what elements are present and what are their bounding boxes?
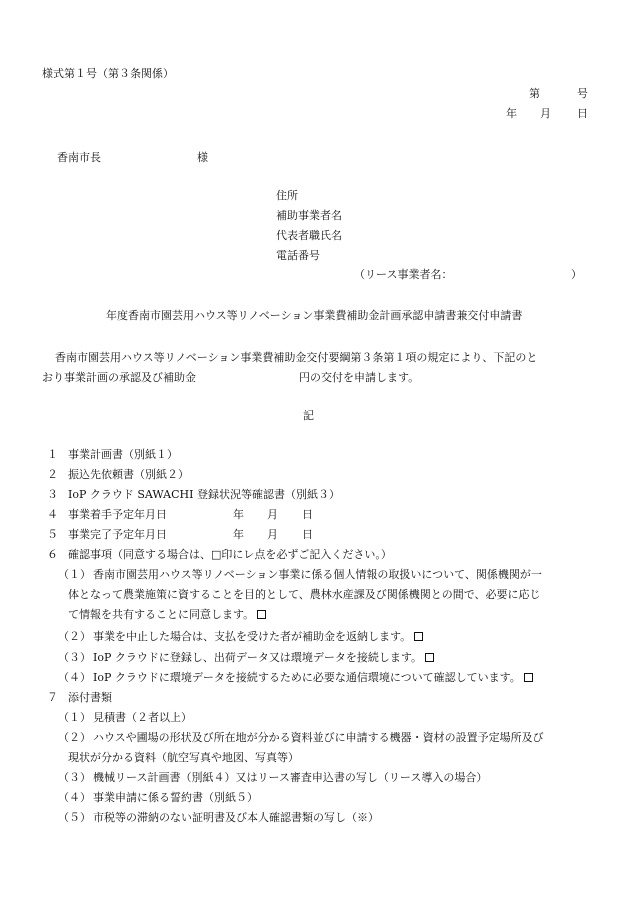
confirm-1-line-3: て情報を共有することに同意します。 bbox=[68, 607, 266, 622]
confirm-4-checkbox[interactable] bbox=[524, 673, 533, 682]
doc-date-year: 年 bbox=[506, 107, 517, 120]
item-2-text: 振込先依頼書（別紙２） bbox=[68, 468, 189, 481]
item-5-day: 日 bbox=[302, 528, 313, 541]
addressee-honorific: 様 bbox=[197, 151, 208, 164]
form-label: 様式第１号（第３条関係） bbox=[42, 67, 174, 80]
attach-5-line: 市税等の滞納のない証明書及び本人確認書類の写し（※） bbox=[93, 811, 379, 824]
item-3-num: ３ bbox=[47, 488, 58, 501]
ki-heading: 記 bbox=[303, 409, 314, 422]
confirm-1-line-2: 体となって農業施策に資することを目的として、農林水産課及び関係機関との間で、必要に応じ bbox=[68, 588, 541, 601]
attach-3-num: （３） bbox=[58, 771, 91, 784]
business-name-label: 補助事業者名 bbox=[276, 209, 342, 222]
item-5-text: 事業完了予定年月日 bbox=[68, 528, 167, 541]
item-1-num: １ bbox=[47, 448, 58, 461]
lease-close: ） bbox=[571, 268, 582, 281]
confirm-3-line: IoP クラウドに登録し、出荷データ又は環境データを接続します。 bbox=[93, 650, 434, 665]
confirm-1-line-1: 香南市園芸用ハウス等リノベーション事業に係る個人情報の取扱いについて、関係機関が一 bbox=[93, 568, 542, 581]
lease-label: （リース事業者名： bbox=[354, 268, 453, 281]
attach-1-num: （１） bbox=[58, 711, 91, 724]
item-6-text: 確認事項（同意する場合は、□印にレ点を必ずご記入ください。） bbox=[68, 548, 392, 561]
item-4-year: 年 bbox=[233, 508, 244, 521]
confirm-2-line: 事業を中止した場合は、支払を受けた者が補助金を返納します。 bbox=[93, 629, 423, 644]
phone-label: 電話番号 bbox=[276, 249, 320, 262]
doc-date-day: 日 bbox=[577, 107, 588, 120]
confirm-2-checkbox[interactable] bbox=[414, 632, 423, 641]
confirm-2-num: （２） bbox=[58, 630, 91, 643]
representative-label: 代表者職氏名 bbox=[276, 229, 342, 242]
item-3-text: IoP クラウド SAWACHI 登録状況等確認書（別紙３） bbox=[68, 488, 340, 501]
attachments-num: ７ bbox=[47, 691, 58, 704]
attach-2-num: （２） bbox=[58, 731, 91, 744]
document-title: 年度香南市園芸用ハウス等リノベーション事業費補助金計画承認申請書兼交付申請書 bbox=[106, 309, 523, 322]
attach-4-line: 事業申請に係る誓約書（別紙５） bbox=[93, 791, 258, 804]
confirm-4-num: （４） bbox=[58, 671, 91, 684]
attachments-heading: 添付書類 bbox=[68, 691, 112, 704]
confirm-3-checkbox[interactable] bbox=[425, 653, 434, 662]
item-4-text: 事業着手予定年月日 bbox=[68, 508, 167, 521]
attach-2-line-2: 現状が分かる資料（航空写真や地図、写真等） bbox=[68, 751, 299, 764]
item-4-day: 日 bbox=[302, 508, 313, 521]
attach-3-line: 機械リース計画書（別紙４）又はリース審査申込書の写し（リース導入の場合） bbox=[93, 771, 488, 784]
item-6-num: ６ bbox=[47, 548, 58, 561]
item-4-month: 月 bbox=[267, 508, 278, 521]
confirm-4-line: IoP クラウドに環境データを接続するために必要な通信環境について確認しています。 bbox=[93, 670, 533, 685]
body-line-1: 香南市園芸用ハウス等リノベーション事業費補助金交付要綱第３条第１項の規定により、下記のと bbox=[55, 351, 538, 364]
item-5-month: 月 bbox=[267, 528, 278, 541]
addressee-name: 香南市長 bbox=[57, 151, 101, 164]
confirm-1-checkbox[interactable] bbox=[257, 610, 266, 619]
doc-number-go: 号 bbox=[577, 87, 588, 100]
attach-1-line: 見積書（２者以上） bbox=[93, 711, 192, 724]
body-line-2b: 円の交付を申請します。 bbox=[299, 371, 420, 384]
address-label: 住所 bbox=[276, 189, 298, 202]
doc-date-month: 月 bbox=[540, 107, 551, 120]
item-1-text: 事業計画書（別紙１） bbox=[68, 448, 178, 461]
attach-4-num: （４） bbox=[58, 791, 91, 804]
attach-5-num: （５） bbox=[58, 811, 91, 824]
item-5-year: 年 bbox=[233, 528, 244, 541]
item-5-num: ５ bbox=[47, 528, 58, 541]
confirm-1-num: （１） bbox=[58, 568, 91, 581]
item-4-num: ４ bbox=[47, 508, 58, 521]
doc-number-dai: 第 bbox=[529, 87, 540, 100]
body-line-2a: おり事業計画の承認及び補助金 bbox=[42, 371, 196, 384]
item-2-num: ２ bbox=[47, 468, 58, 481]
confirm-3-num: （３） bbox=[58, 651, 91, 664]
attach-2-line-1: ハウスや圃場の形状及び所在地が分かる資料並びに申請する機器・資材の設置予定場所及び bbox=[93, 731, 544, 744]
